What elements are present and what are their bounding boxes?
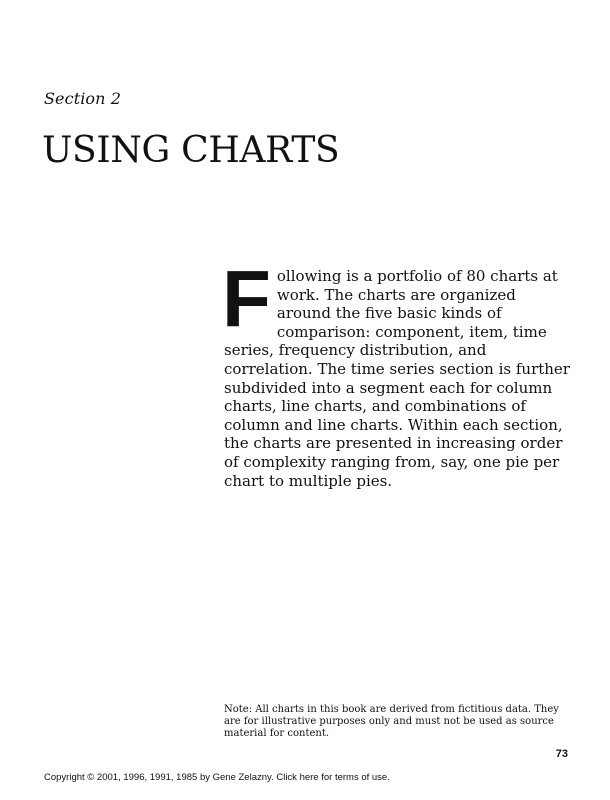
intro-body: ollowing is a portfolio of 80 charts at work. The charts are organized around the five basic kinds of comparison: component, item, time series, frequency distribution, and correlation. The time series section is further subdivided into a segment each for column charts, line charts, and combinations of column and line charts. Within each section, the charts are presented in increasing order of complexity ranging from, say, one pie per chart to multiple pies. (224, 267, 570, 490)
copyright-text: Copyright © 2001, 1996, 1991, 1985 by Gene Zelazny. (44, 772, 274, 783)
copyright-footer (44, 772, 390, 783)
page-title: USING CHARTS (42, 130, 340, 171)
section-label: Section 2 (44, 89, 122, 108)
intro-paragraph (222, 254, 574, 490)
terms-of-use-link[interactable]: Click here for terms of use. (276, 772, 390, 783)
drop-cap: F (222, 254, 271, 343)
page-number: 73 (555, 748, 568, 760)
note: Note: All charts in this book are derived from fictitious data. They are for illustrative purposes only and must not be used as source material for content. (224, 704, 559, 739)
